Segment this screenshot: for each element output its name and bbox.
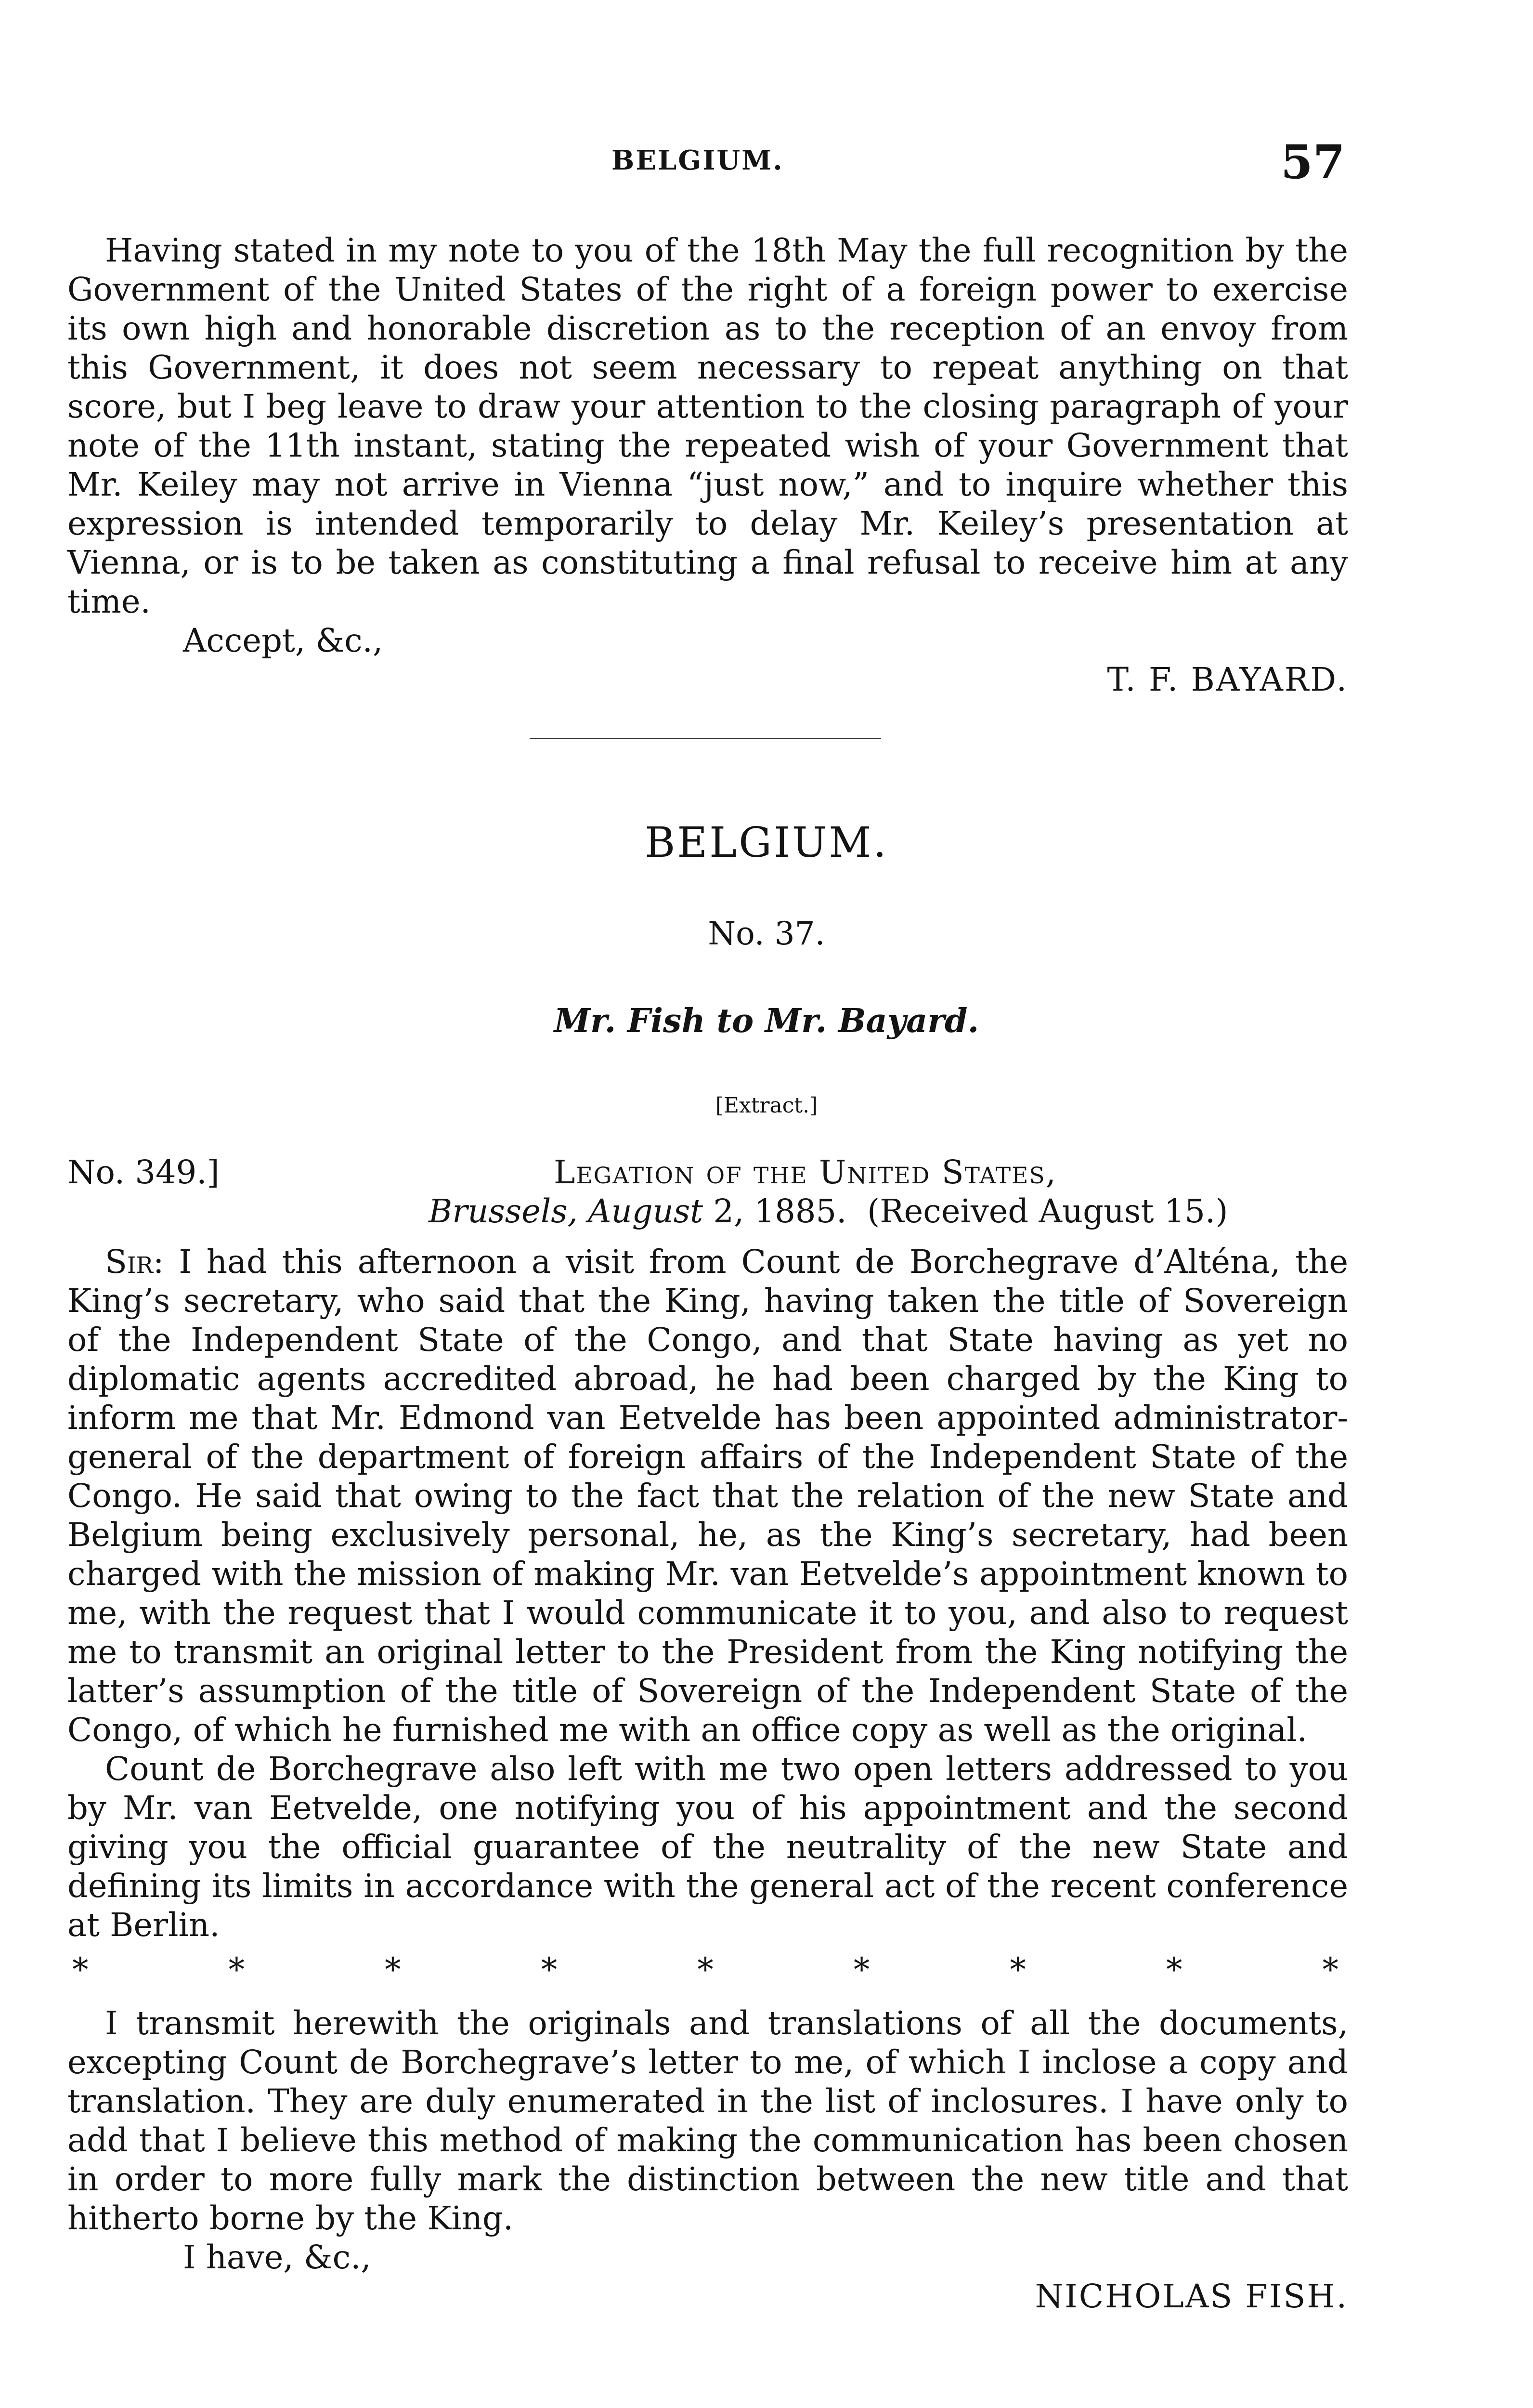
section-title: BELGIUM. (645, 819, 888, 867)
section-divider (530, 738, 881, 739)
dispatch-paragraph-2: Count de Borchegrave also left with me two open letters addressed to you by Mr. van Eetvelde, one notifying you of his appointment and the second giving you the official guarantee of the neutrality of the new State and defining its limits in accordance with the general act of the recent conference at Berlin. (67, 1750, 1348, 1944)
dispatch-paragraph-3: I transmit herewith the originals and translations of all the documents, excepting Count de Borchegrave’s letter to me, of which I inclose a copy and translation. They are duly enumerated in the list of inclosures. I have only to add that I believe this method of making the communication has been chosen in order to more fully mark the distinction between the new title and that hitherto borne by the King. (67, 2004, 1348, 2237)
dispatch-paragraph-1 (67, 1243, 1348, 1750)
omission-star: * (1166, 1951, 1182, 1989)
salutation: Sir: (105, 1243, 164, 1281)
omission-star: * (697, 1951, 714, 1989)
previous-letter-signature: T. F. BAYARD. (1107, 661, 1348, 698)
omission-star: * (853, 1951, 870, 1989)
dispatch-body (67, 1243, 1348, 2316)
dispatch-signature: NICHOLAS FISH. (1035, 2277, 1348, 2315)
dispatch-date: 2, 1885. (703, 1192, 847, 1230)
dispatch-place: Brussels, August (429, 1192, 703, 1230)
dispatch-paragraph-1-text: I had this afternoon a visit from Count de Borchegrave d’Alténa, the King’s secretary, who said that the King, having taken the title of Sovereign of the Independent State of the Congo, and that State having as yet no diplomatic agents accredited abroad, he had been charged by the King to inform me that Mr. Edmond van Eetvelde has been appointed administrator-general of the department of foreign affairs of the Independent State of the Congo. He said that owing to the fact that the relation of the new State and Belgium being exclusively personal, he, as the King’s secretary, had been charged with the mission of making Mr. van Eetvelde’s appointment known to me, with the request that I would communicate it to you, and also to request me to transmit an original letter to the President from the King notifying the latter’s assumption of the title of Sovereign of the Independent State of the Congo, of which he furnished me with an office copy as well as the original. (67, 1243, 1348, 1749)
previous-letter (67, 231, 1348, 699)
dispatch-date-line (429, 1192, 1228, 1230)
page-number: 57 (1281, 135, 1345, 189)
omission-star: * (1010, 1951, 1026, 1989)
omission-star: * (385, 1951, 401, 1989)
dispatch-number: No. 349.] (67, 1153, 220, 1191)
correspondents-heading: Mr. Fish to Mr. Bayard. (554, 1002, 979, 1040)
running-head: BELGIUM. (611, 144, 784, 176)
omission-star: * (541, 1951, 558, 1989)
dispatch-closing: I have, &c., (183, 2238, 371, 2276)
previous-letter-body: Having stated in my note to you of the 18th May the full recognition by the Government of the United States of the right of a foreign power to exercise its own high and honorable discretion as to the reception of an envoy from this Government, it does not seem necessary to repeat anything on that score, but I beg leave to draw your attention to the closing paragraph of your note of the 11th instant, stating the repeated wish of your Government that Mr. Keiley may not arrive in Vienna “just now,” and to inquire whether this expression is intended temporarily to delay Mr. Keiley’s presentation at Vienna, or is to be taken as constituting a final refusal to receive him at any time. (67, 232, 1348, 620)
omission-star: * (72, 1951, 89, 1989)
omission-star: * (1322, 1951, 1338, 1989)
omission-star: * (228, 1951, 245, 1989)
received-date: (Received August 15.) (867, 1192, 1228, 1230)
legation-heading: Legation of the United States, (554, 1153, 1057, 1191)
omission-stars (67, 1950, 1348, 1989)
extract-note: [Extract.] (715, 1093, 818, 1118)
document-number: No. 37. (708, 915, 825, 952)
previous-letter-closing: Accept, &c., (183, 622, 383, 659)
